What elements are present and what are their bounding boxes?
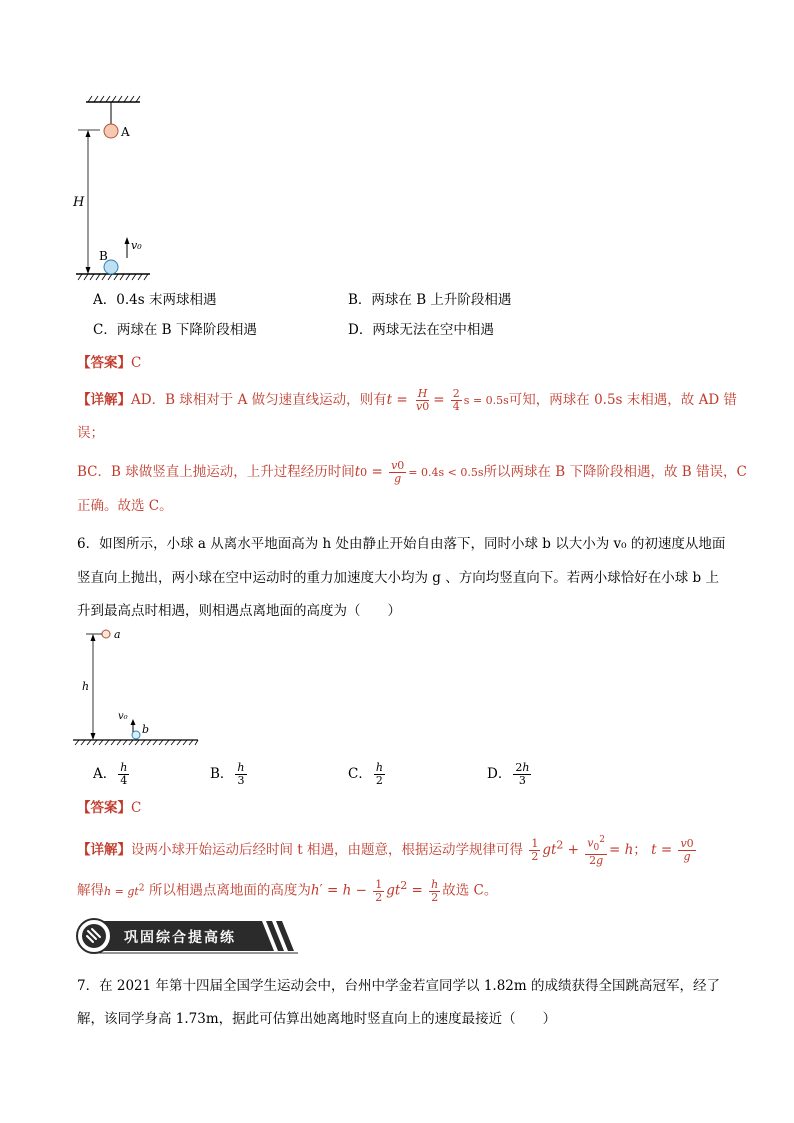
q6-option-d: D． $\frac{2h}{3}$ [487, 761, 530, 787]
label-b: b [142, 723, 150, 736]
ball-a [104, 124, 118, 138]
q5-option-d: D．两球无法在空中相遇 [348, 322, 494, 338]
q5-figure [70, 92, 160, 288]
section-banner [74, 917, 304, 955]
ball-a [102, 630, 110, 638]
q6-detail-line1: 【详解】设两小球开始运动后经时间 t 相遇，由题意，根据运动学规律可得 $\frac{1}{2}$ $gt^2$ + $\frac{v_0^2}{2g}$ = h； t = $\frac{v0}{g}$ [77, 835, 694, 867]
q5-option-c: C．两球在 B 下降阶段相遇 [93, 322, 257, 338]
q6-option-a: A． $\frac{h}{4}$ [93, 761, 128, 787]
q6-detail-line2: 解得$h = gt^2$ 所以相遇点离地面的高度为h′ = h − $\frac{1}{2}$ $gt^2$ = $\frac{h}{2}$ 故选 C。 [77, 877, 498, 904]
q5-answer: 【答案】C [77, 355, 142, 371]
banner-title: 巩固综合提高练 [124, 930, 236, 946]
q7-stem-line2: 解，该同学身高 1.73m，据此可估算出她离地时竖直向上的速度最接近（ ） [77, 1011, 557, 1027]
q6-option-c: C． $\frac{h}{2}$ [348, 761, 383, 787]
q6-figure [70, 626, 205, 750]
q6-stem-line2: 竖直向上抛出，两小球在空中运动时的重力加速度大小均为 g 、方向均竖直向下。若两小球恰好在小球 b 上 [77, 570, 719, 586]
q7-stem-line1: 7．在 2021 年第十四届全国学生运动会中，台州中学金若宣同学以 1.82m 的成绩获得全国跳高冠军，经了 [77, 978, 720, 994]
label-h: h [82, 680, 90, 693]
q5-detail-line2: BC．B 球做竖直上抛运动，上升过程经历时间t0 = $\frac{v0}{g}$ = 0.4s < 0.5s所以两球在 B 下降阶段相遇，故 B 错误，C [77, 459, 747, 485]
q5-detail-line1c: 误； [77, 425, 104, 441]
q5-detail-line1: 【详解】AD．B 球相对于 A 做匀速直线运动，则有t = $\frac{H}{v0}$ = $\frac{2}{4}$ s = 0.5s可知，两球在 0.5s 末相遇，故 AD 错 [77, 387, 737, 413]
label-h: H [73, 195, 85, 210]
ball-b [132, 731, 140, 739]
label-a: A [121, 125, 130, 139]
q5-detail-line2c: 正确。故选 C。 [77, 498, 173, 514]
label-a: a [114, 628, 121, 641]
q5-option-a: A．0.4s 末两球相遇 [93, 292, 217, 308]
label-v0: v₀ [131, 239, 142, 252]
q6-option-b: B． $\frac{h}{3}$ [210, 761, 245, 787]
label-b: B [99, 249, 108, 263]
q6-stem-line3: 升到最高点时相遇，则相遇点离地面的高度为（ ） [77, 603, 401, 619]
q5-option-b: B．两球在 B 上升阶段相遇 [348, 292, 512, 308]
q6-answer: 【答案】C [77, 800, 142, 816]
label-v0: v₀ [118, 711, 128, 722]
q6-stem-line1: 6．如图所示，小球 a 从离水平地面高为 h 处由静止开始自由落下，同时小球 b 以大小为 v₀ 的初速度从地面 [77, 536, 726, 552]
